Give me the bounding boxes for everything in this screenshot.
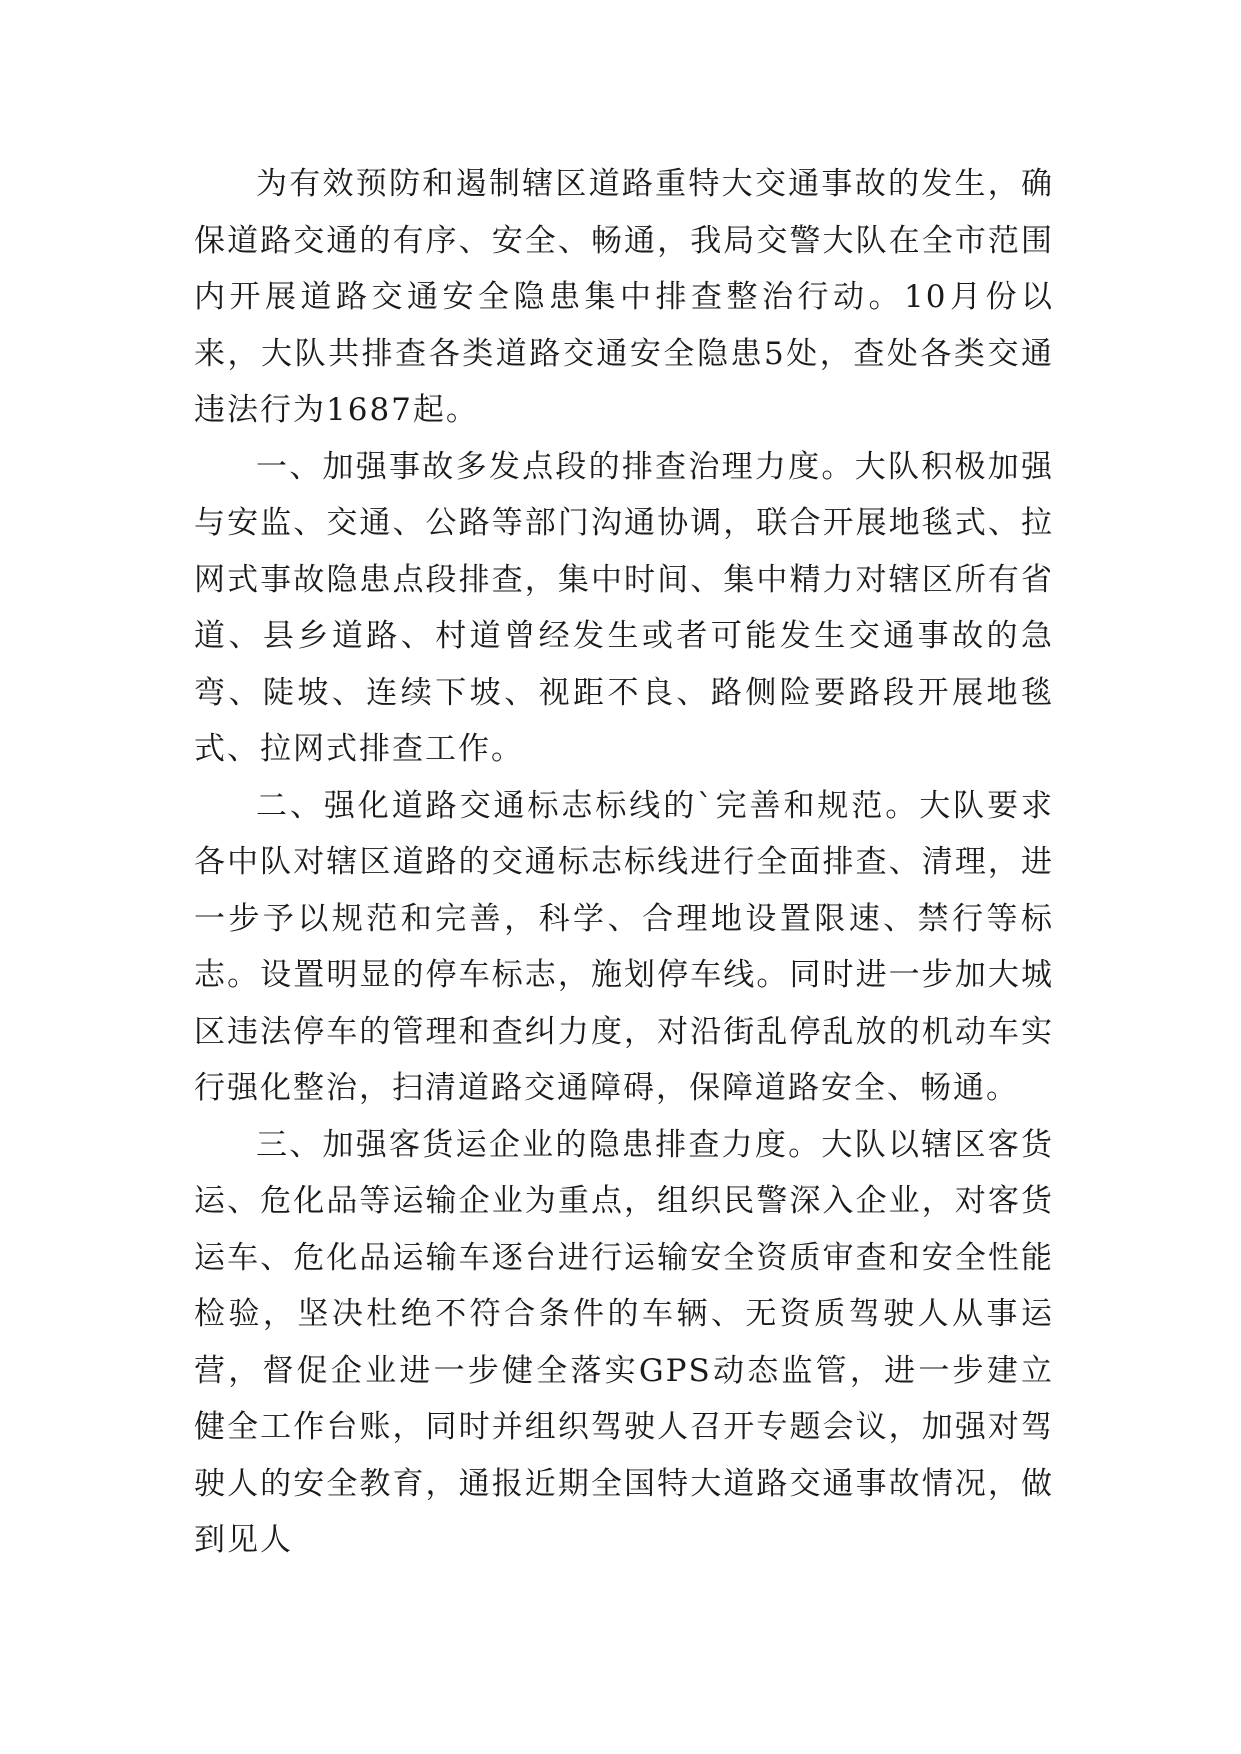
document-body — [194, 156, 1054, 1569]
section-three-paragraph: 三、加强客货运企业的隐患排查力度。大队以辖区客货运、危化品等运输企业为重点，组织民警深入企业，对客货运车、危化品运输车逐台进行运输安全资质审查和安全性能检验，坚决杜绝不符合条件的车辆、无资质驾驶人从事运营，督促企业进一步健全落实GPS动态监管，进一步建立健全工作台账，同时并组织驾驶人召开专题会议，加强对驾驶人的安全教育，通报近期全国特大道路交通事故情况，做到见人 — [194, 1126, 1054, 1558]
intro-paragraph: 为有效预防和遏制辖区道路重特大交通事故的发生，确保道路交通的有序、安全、畅通，我局交警大队在全市范围内开展道路交通安全隐患集中排查整治行动。10月份以来，大队共排查各类道路交通安全隐患5处，查处各类交通违法行为1687起。 — [194, 166, 1054, 428]
section-one-paragraph: 一、加强事故多发点段的排查治理力度。大队积极加强与安监、交通、公路等部门沟通协调，联合开展地毯式、拉网式事故隐患点段排查，集中时间、集中精力对辖区所有省道、县乡道路、村道曾经发生或者可能发生交通事故的急弯、陡坡、连续下坡、视距不良、路侧险要路段开展地毯式、拉网式排查工作。 — [194, 448, 1054, 767]
section-two-paragraph: 二、强化道路交通标志标线的`完善和规范。大队要求各中队对辖区道路的交通标志标线进行全面排查、清理，进一步予以规范和完善，科学、合理地设置限速、禁行等标志。设置明显的停车标志，施划停车线。同时进一步加大城区违法停车的管理和查纠力度，对沿街乱停乱放的机动车实行强化整治，扫清道路交通障碍，保障道路安全、畅通。 — [194, 787, 1054, 1106]
